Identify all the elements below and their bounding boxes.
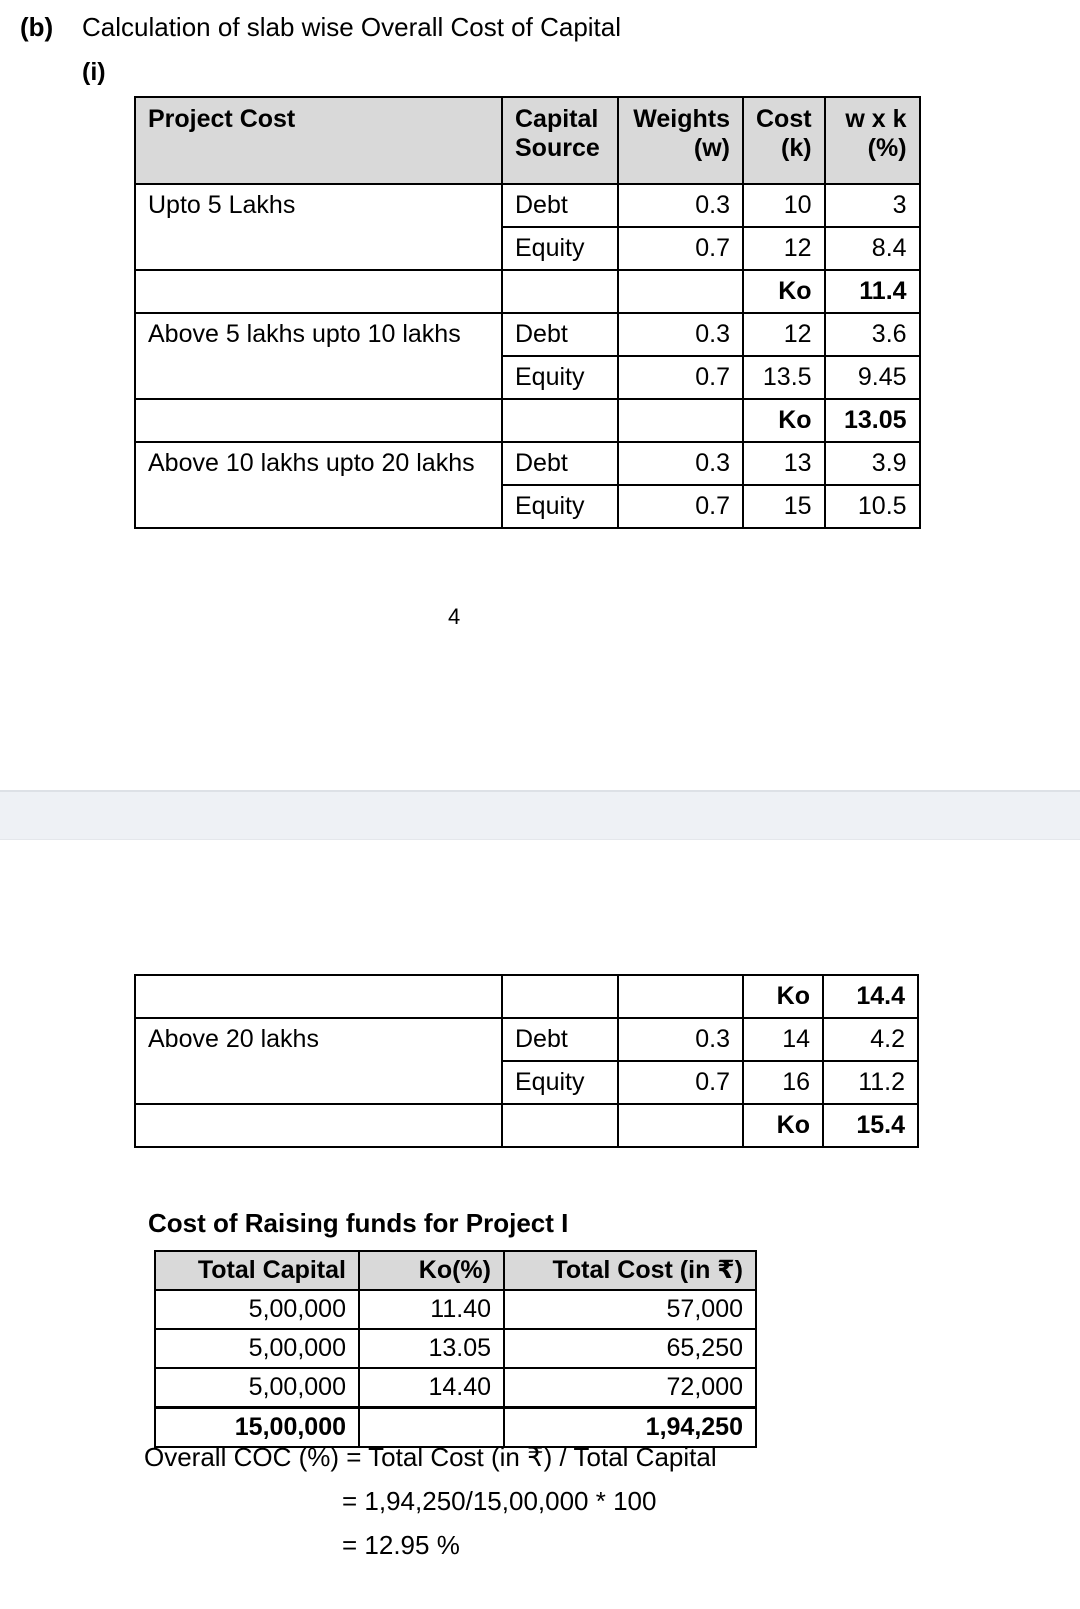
cost-cell: 14 [743, 1018, 823, 1061]
cost-cell: 13 [743, 442, 825, 485]
ko-row [135, 270, 920, 313]
total-cost: 1,94,250 [504, 1408, 756, 1448]
capital-cell: 5,00,000 [155, 1329, 359, 1368]
total-capital: 15,00,000 [155, 1408, 359, 1448]
table-row [155, 1329, 756, 1368]
section-heading [20, 12, 621, 43]
cost-cell: 13.5 [743, 356, 825, 399]
table-row [135, 356, 920, 399]
weight-cell: 0.3 [618, 1018, 743, 1061]
table-row [135, 1018, 918, 1061]
wk-cell: 9.45 [825, 356, 920, 399]
source-cell: Equity [502, 1061, 618, 1104]
page-number: 4 [448, 604, 461, 629]
table-row [155, 1368, 756, 1408]
ko-cell: 13.05 [359, 1329, 504, 1368]
cost-cell: 72,000 [504, 1368, 756, 1408]
weight-cell: 0.3 [618, 442, 743, 485]
table-row [135, 442, 920, 485]
page-1 [0, 0, 1080, 790]
ko-label: Ko [743, 399, 825, 442]
header-wk: w x k (%) [825, 97, 920, 184]
ko-value: 11.4 [825, 270, 920, 313]
capital-cell: 5,00,000 [155, 1368, 359, 1408]
ko-row [135, 1104, 918, 1147]
source-cell: Debt [502, 442, 618, 485]
source-cell: Debt [502, 184, 618, 227]
page-gap [0, 790, 1080, 840]
page-2 [0, 840, 1080, 1609]
ko-label: Ko [743, 270, 825, 313]
formula-line-3: = 12.95 % [342, 1530, 460, 1560]
cost-cell: 16 [743, 1061, 823, 1104]
weight-cell: 0.7 [618, 485, 743, 528]
section-label: (b) [20, 12, 54, 42]
wk-cell: 11.2 [823, 1061, 918, 1104]
raising-header-row [155, 1251, 756, 1290]
header-total-cost: Total Cost (in ₹) [504, 1251, 756, 1290]
sub-label: (i) [82, 58, 106, 86]
header-ko: Ko(%) [359, 1251, 504, 1290]
header-total-capital: Total Capital [155, 1251, 359, 1290]
source-cell: Equity [502, 356, 618, 399]
cost-cell: 12 [743, 313, 825, 356]
header-cost: Cost (k) [743, 97, 825, 184]
capital-cell: 5,00,000 [155, 1290, 359, 1329]
project-cost-cell: Upto 5 Lakhs [135, 184, 502, 227]
section-title: Calculation of slab wise Overall Cost of Capital [82, 12, 622, 42]
ko-row [135, 399, 920, 442]
ko-value: 15.4 [823, 1104, 918, 1147]
table-row [135, 1061, 918, 1104]
slab-table-continued [134, 974, 919, 1148]
raising-table [154, 1250, 757, 1448]
cost-cell: 10 [743, 184, 825, 227]
wk-cell: 8.4 [825, 227, 920, 270]
cost-cell: 57,000 [504, 1290, 756, 1329]
cost-cell: 12 [743, 227, 825, 270]
table-row [135, 227, 920, 270]
weight-cell: 0.7 [618, 1061, 743, 1104]
ko-cell: 11.40 [359, 1290, 504, 1329]
cost-cell: 65,250 [504, 1329, 756, 1368]
weight-cell: 0.3 [618, 313, 743, 356]
ko-row [135, 975, 918, 1018]
weight-cell: 0.7 [618, 356, 743, 399]
ko-label: Ko [743, 975, 823, 1018]
header-weights: Weights (w) [618, 97, 743, 184]
wk-cell: 3 [825, 184, 920, 227]
table-row [135, 313, 920, 356]
wk-cell: 3.9 [825, 442, 920, 485]
ko-value: 14.4 [823, 975, 918, 1018]
slab-table [134, 96, 921, 529]
project-cost-cell: Above 10 lakhs upto 20 lakhs [135, 442, 502, 485]
ko-value: 13.05 [825, 399, 920, 442]
formula-line-1: Overall COC (%) = Total Cost (in ₹) / Total Capital [144, 1442, 717, 1472]
source-cell: Debt [502, 313, 618, 356]
table-row [155, 1290, 756, 1329]
cost-cell: 15 [743, 485, 825, 528]
formula-line-2: = 1,94,250/15,00,000 * 100 [342, 1486, 657, 1516]
project-cost-cell: Above 5 lakhs upto 10 lakhs [135, 313, 502, 356]
table-header-row [135, 97, 920, 184]
source-cell: Debt [502, 1018, 618, 1061]
ko-cell: 14.40 [359, 1368, 504, 1408]
wk-cell: 4.2 [823, 1018, 918, 1061]
source-cell: Equity [502, 485, 618, 528]
weight-cell: 0.7 [618, 227, 743, 270]
ko-label: Ko [743, 1104, 823, 1147]
table-row [135, 184, 920, 227]
table-row [135, 485, 920, 528]
wk-cell: 10.5 [825, 485, 920, 528]
header-project-cost: Project Cost [135, 97, 502, 184]
project-cost-cell: Above 20 lakhs [135, 1018, 502, 1061]
source-cell: Equity [502, 227, 618, 270]
raising-title: Cost of Raising funds for Project I [148, 1208, 569, 1238]
weight-cell: 0.3 [618, 184, 743, 227]
wk-cell: 3.6 [825, 313, 920, 356]
header-capital-source: Capital Source [502, 97, 618, 184]
